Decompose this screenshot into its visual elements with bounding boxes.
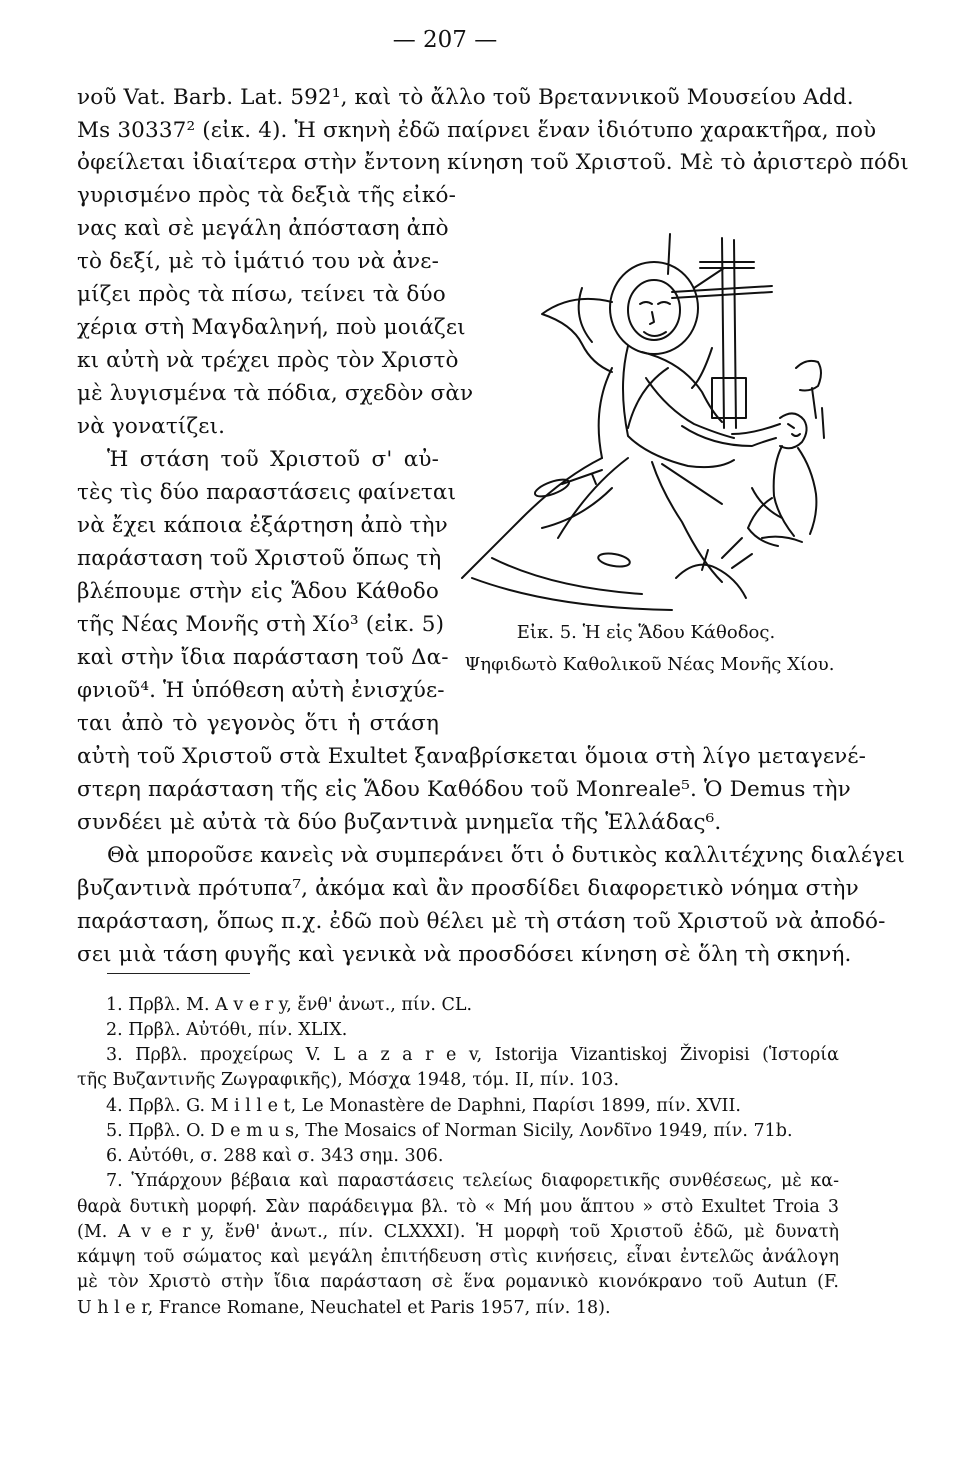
body-line: μὲ λυγισμένα τὰ πόδια, σχεδὸν σὰν [77,381,474,406]
body-line: τὸ δεξί, μὲ τὸ ἱμάτιό του νὰ ἀνε- [77,249,439,274]
body-line: Ms 30337² (εἰκ. 4). Ἡ σκηνὴ ἐδῶ παίρνει ἕναν ἰδιότυπο χαρακτῆρα, ποὺ [77,118,877,143]
body-line: μίζει πρὸς τὰ πίσω, τείνει τὰ δύο [77,282,446,307]
body-line: τῆς Νέας Μονῆς στὴ Χίο³ (εἰκ. 5) [77,612,445,637]
body-line: σει μιὰ τάση φυγῆς καὶ γενικὰ νὰ προσδόσει κίνηση σὲ ὅλη τὴ σκηνή. [77,942,852,967]
page-number: — 207 — [392,27,498,53]
body-line: χέρια στὴ Μαγδαληνή, ποὺ μοιάζει [77,315,466,340]
body-line: νὰ ἔχει κάποια ἐξάρτηση ἀπὸ τὴν [77,513,448,538]
body-line: τὲς τὶς δύο παραστάσεις φαίνεται [77,480,457,505]
body-line: νὰ γονατίζει. [77,414,226,439]
body-line: συνδέει μὲ αὐτὰ τὰ δύο βυζαντινὰ μνημεῖα τῆς Ἑλλάδας⁶. [77,810,722,835]
body-line: παράσταση, ὅπως π.χ. ἐδῶ ποὺ θέλει μὲ τὴ στάση τοῦ Χριστοῦ νὰ ἀποδό- [77,909,886,934]
body-line: στερη παράσταση τῆς εἰς Ἅδου Καθόδου τοῦ Monreale⁵. Ὁ Demus τὴν [77,777,851,802]
footnote-line: 5. Πρβλ. O. D e m u s, The Mosaics of Norman Sicily, Λονδῖνο 1949, πίν. 71b. [106,1121,793,1141]
footnote-line: 6. Αὐτόθι, σ. 288 καὶ σ. 343 σημ. 306. [106,1146,444,1166]
body-line: φνιοῦ⁴. Ἡ ὑπόθεση αὐτὴ ἐνισχύε- [77,678,445,703]
footnote-line: (M. A v e r y, ἔνθ' ἀνωτ., πίν. CLXXXI). Ἡ μορφὴ τοῦ Χριστοῦ ἐδῶ, μὲ δυνατὴ [77,1222,839,1242]
body-line: γυρισμένο πρὸς τὰ δεξιὰ τῆς εἰκό- [77,183,456,208]
footnote-line: μὲ τὸν Χριστὸ στὴν ἴδια παράσταση σὲ ἕνα ρομανικὸ κιονόκρανο τοῦ Autun (F. [77,1272,839,1292]
footnote-line: 4. Πρβλ. G. M i l l e t, Le Monastère de Daphni, Παρίσι 1899, πίν. XVII. [106,1096,741,1116]
body-line: ὀφείλεται ἰδιαίτερα στὴν ἔντονη κίνηση τοῦ Χριστοῦ. Μὲ τὸ ἀριστερὸ πόδι [77,150,909,175]
body-line: κι αὐτὴ νὰ τρέχει πρὸς τὸν Χριστὸ [77,348,459,373]
body-line: νοῦ Vat. Barb. Lat. 592¹, καὶ τὸ ἄλλο τοῦ Βρεταννικοῦ Μουσείου Add. [77,85,854,110]
body-line: ται ἀπὸ τὸ γεγονὸς ὅτι ἡ στάση [77,711,439,736]
body-line: παράσταση τοῦ Χριστοῦ ὅπως τὴ [77,546,442,571]
cross-icon [672,238,772,428]
footnote-line: 1. Πρβλ. M. A v e r y, ἔνθ' ἀνωτ., πίν. CL. [106,995,473,1015]
body-line: νας καὶ σὲ μεγάλη ἀπόσταση ἀπὸ [77,216,449,241]
figure-caption-title: Εἰκ. 5. Ἡ εἰς Ἅδου Κάθοδος. [516,622,776,643]
body-line: καὶ στὴν ἴδια παράσταση τοῦ Δα- [77,645,449,670]
body-line: Θὰ μποροῦσε κανεὶς νὰ συμπεράνει ὅτι ὁ δυτικὸς καλλιτέχνης διαλέγει [107,843,905,868]
body-line: βλέπουμε στὴν εἰς Ἅδου Κάθοδο [77,579,439,604]
anastasis-drawing [432,228,832,620]
footnote-line: 7. Ὑπάρχουν βέβαια καὶ παραστάσεις τελείως διαφορετικῆς συνθέσεως, μὲ κα- [106,1171,839,1191]
christ-figure [462,234,776,610]
footnote-line: κάμψη τοῦ σώματος καὶ μεγάλη ἐπιτήδευση στὶς κινήσεις, εἶναι ἐντελῶς ἀνάλογη [77,1247,839,1267]
footnote-line: 2. Πρβλ. Αὐτόθι, πίν. XLIX. [106,1020,348,1040]
figure-caption-source: Ψηφιδωτὸ Καθολικοῦ Νέας Μονῆς Χίου. [464,654,835,675]
footnote-line: U h l e r, France Romane, Neuchatel et Paris 1957, πίν. 18). [77,1298,611,1318]
footnote-line: θαρὰ δυτικὴ μορφή. Σὰν παράδειγμα βλ. τὸ « Μή μου ἅπτου » στὸ Exultet Troia 3 [77,1197,839,1217]
footnote-rule [107,973,250,974]
footnote-line: 3. Πρβλ. προχείρως V. L a z a r e v, Istorija Vizantiskoj Živopisi (Ἱστορία [106,1045,839,1065]
body-line: βυζαντινὰ πρότυπα⁷, ἀκόμα καὶ ἂν προσδίδει διαφορετικὸ νόημα στὴν [77,876,859,901]
body-line: αὐτὴ τοῦ Χριστοῦ στὰ Exultet ξαναβρίσκεται ὅμοια στὴ λίγο μεταγενέ- [77,744,867,769]
body-line: Ἡ στάση τοῦ Χριστοῦ σ' αὐ- [107,447,439,472]
footnote-line: τῆς Βυζαντινῆς Ζωγραφικῆς), Μόσχα 1948, τόμ. II, πίν. 103. [77,1070,620,1090]
